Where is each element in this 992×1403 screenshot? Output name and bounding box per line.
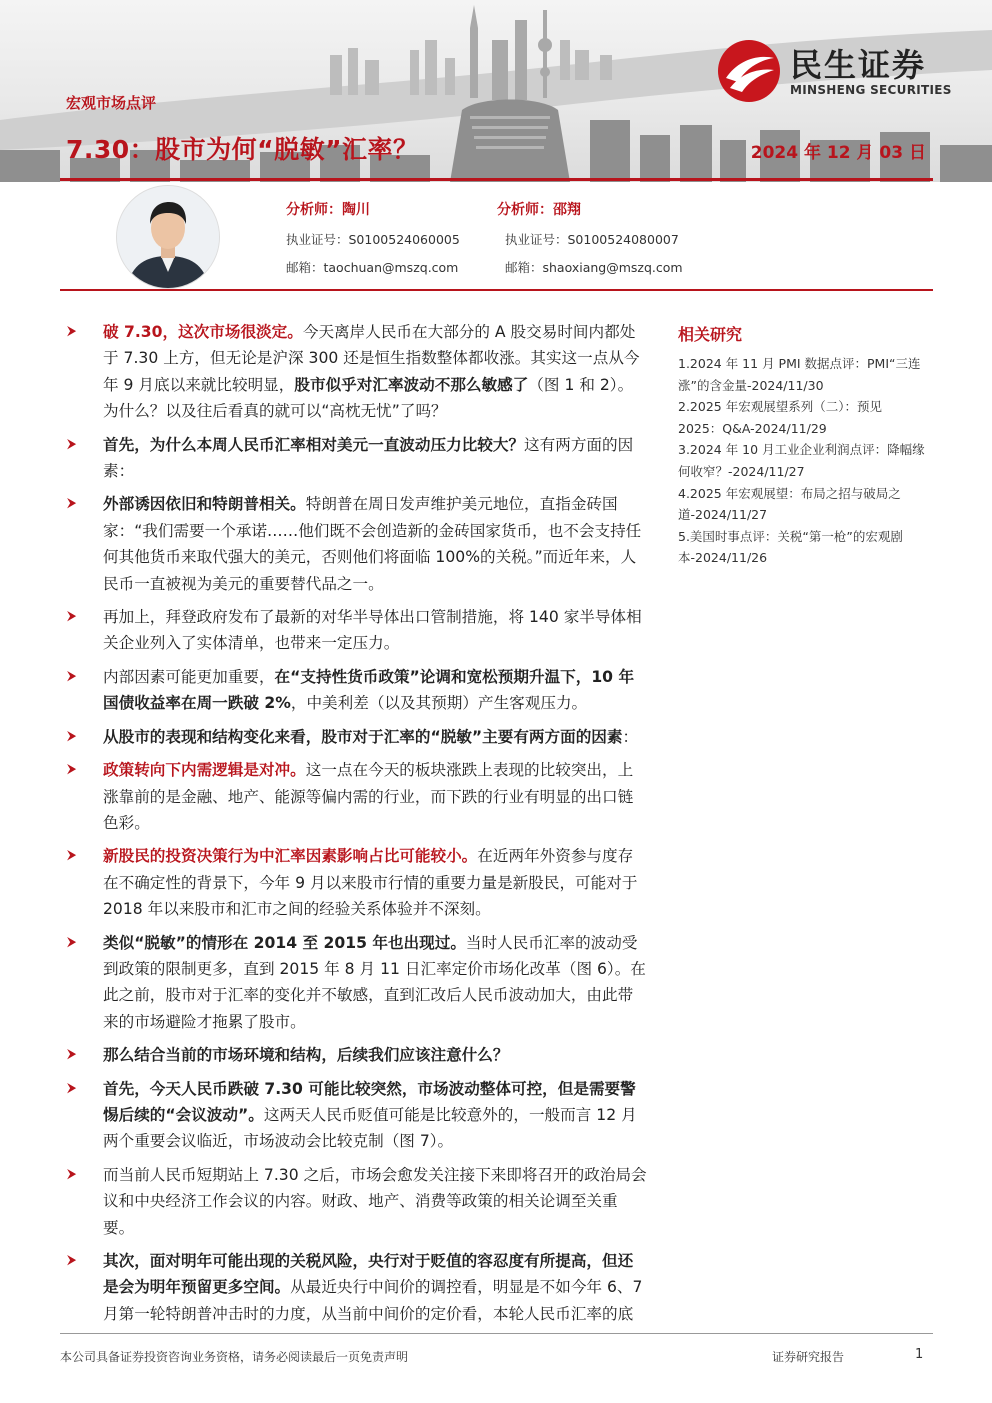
bullet-arrow-icon: ⮞ bbox=[67, 1253, 77, 1268]
analyst-divider bbox=[60, 289, 933, 291]
paragraph-text: 首先，为什么本周人民币汇率相对美元一直波动压力比较大？ bbox=[103, 435, 525, 454]
bullet-arrow-icon: ⮞ bbox=[67, 609, 77, 625]
analyst-portrait-icon bbox=[117, 186, 219, 288]
bullet-arrow-icon: ⮞ bbox=[67, 728, 77, 744]
page-number: 1 bbox=[915, 1347, 924, 1362]
related-research-item[interactable]: 1.2024 年 11 月 PMI 数据点评：PMI“三连涨”的含金量-2024/11/30 bbox=[678, 356, 921, 393]
bullet-arrow-icon: ⮞ bbox=[67, 762, 77, 778]
bullet-arrow-icon: ⮞ bbox=[67, 496, 77, 512]
analyst-card-2 bbox=[497, 199, 683, 286]
body-paragraph bbox=[67, 319, 647, 425]
bullet-arrow-icon: ⮞ bbox=[67, 934, 77, 950]
footer-divider bbox=[60, 1333, 933, 1334]
paragraph-text: 政策转向下内需逻辑是对冲。 bbox=[103, 761, 306, 780]
analyst-cert: 执业证号：S0100524060005 bbox=[286, 232, 460, 247]
body-paragraph bbox=[67, 432, 647, 485]
body-paragraph bbox=[67, 757, 647, 836]
paragraph-text: 这有两方面的因素： bbox=[103, 435, 634, 481]
paragraph-text: 破 7.30，这次市场很淡定。 bbox=[103, 323, 303, 341]
paragraph-text: 特朗普在周日发声维护美元地位，直指金砖国家：“我们需要一个承诺……他们既不会创造新的金砖国家货币，也不会支持任何其他货币来取代强大的美元，否则他们将面临 100%的关税。”而近年来，人民币一直被视为美元的重要替代品之一。 bbox=[103, 495, 642, 593]
bullet-arrow-icon: ⮞ bbox=[67, 436, 77, 452]
bullet-arrow-icon: ⮞ bbox=[67, 1047, 77, 1063]
report-type: 宏观市场点评 bbox=[66, 94, 157, 112]
body-paragraph bbox=[67, 1162, 647, 1241]
related-research-title: 相关研究 bbox=[678, 325, 743, 344]
paragraph-text: 当时人民币汇率的波动受到政策的限制更多，直到 2015 年 8 月 11 日汇率定价市场化改革（图 6）。在此之前，股市对于汇率的变化并不敏感，直到汇改后人民币波动加大，由此带来的市场避险才拖累了股市。 bbox=[103, 933, 646, 1031]
body-paragraph bbox=[67, 1248, 647, 1327]
report-body bbox=[67, 319, 647, 1334]
paragraph-text: 这一点在今天的板块涨跌上表现的比较突出，上涨靠前的是金融、地产、能源等偏内需的行业，而下跌的行业有明显的出口链色彩。 bbox=[103, 761, 634, 832]
body-paragraph bbox=[67, 724, 647, 750]
paragraph-text: 外部诱因依旧和特朗普相关。 bbox=[103, 495, 306, 514]
related-research-sidebar bbox=[678, 322, 928, 569]
analyst-cert: 执业证号：S0100524080007 bbox=[505, 232, 679, 247]
header-banner bbox=[0, 0, 992, 182]
paragraph-text: 而当前人民币短期站上 7.30 之后，市场会愈发关注接下来即将召开的政治局会议和中央经济工作会议的内容。财政、地产、消费等政策的相关论调至关重要。 bbox=[103, 1165, 647, 1237]
footer-doc-type: 证券研究报告 bbox=[772, 1350, 845, 1364]
paragraph-text: 其次，面对明年可能出现的关税风险，央行对于贬值的容忍度有所提高，但还是会为明年预留更多空间。 bbox=[103, 1252, 634, 1297]
analyst-avatar bbox=[116, 185, 220, 289]
report-title: 7.30：股市为何“脱敏”汇率？ bbox=[66, 135, 419, 164]
paragraph-text: 股市似乎对汇率波动不那么敏感了 bbox=[294, 375, 529, 394]
paragraph-text: 今天离岸人民币在大部分的 A 股交易时间内都处于 7.30 上方，但无论是沪深 300 还是恒生指数整体都收涨。其实这一点从今年 9 月底以来就比较明显， bbox=[103, 323, 640, 394]
report-date: 2024 年 12 月 03 日 bbox=[750, 143, 926, 163]
paragraph-text: ，中美利差（以及其预期）产生客观压力。 bbox=[290, 694, 588, 713]
body-paragraph bbox=[67, 930, 647, 1036]
minsheng-logo bbox=[716, 38, 966, 102]
minsheng-emblem-icon bbox=[716, 38, 782, 104]
body-paragraph bbox=[67, 843, 647, 922]
paragraph-text: 在“支持性货币政策”论调和宽松预期升温下，10 年国债收益率在周一跌破 2% bbox=[103, 667, 635, 713]
footer-disclaimer: 本公司具备证券投资咨询业务资格，请务必阅读最后一页免责声明 bbox=[60, 1350, 409, 1364]
paragraph-text: 首先，今天人民币跌破 7.30 可能比较突然，市场波动整体可控，但是需要警惕后续的“会议波动”。 bbox=[103, 1079, 636, 1124]
paragraph-text: 内部因素可能更加重要， bbox=[103, 667, 275, 686]
paragraph-text: 新股民的投资决策行为中汇率因素影响占比可能较小。 bbox=[103, 847, 478, 866]
paragraph-text: （图 1 和 2）。为什么？以及往后看真的就可以“高枕无忧”了吗？ bbox=[103, 375, 634, 421]
body-paragraph bbox=[67, 491, 647, 597]
bullet-arrow-icon: ⮞ bbox=[67, 848, 77, 864]
bullet-arrow-icon: ⮞ bbox=[67, 324, 77, 339]
paragraph-text: ： bbox=[622, 727, 639, 746]
bullet-arrow-icon: ⮞ bbox=[67, 1166, 77, 1182]
analyst-name: 分析师：陶川 bbox=[286, 202, 370, 218]
related-research-item[interactable]: 4.2025 年宏观展望：布局之招与破局之道-2024/11/27 bbox=[678, 485, 901, 523]
paragraph-text: 从最近央行中间价的调控看，明显是不如今年 6、7 月第一轮特朗普冲击时的力度，从当前中间价的定价看，本轮人民币汇率的底 bbox=[103, 1278, 643, 1323]
analyst-name: 分析师：邵翔 bbox=[497, 202, 581, 218]
body-paragraph bbox=[67, 664, 647, 717]
body-paragraph bbox=[67, 1076, 647, 1155]
bullet-arrow-icon: ⮞ bbox=[67, 668, 77, 684]
paragraph-text: 那么结合当前的市场环境和结构，后续我们应该注意什么？ bbox=[103, 1046, 509, 1065]
body-paragraph bbox=[67, 1042, 647, 1068]
paragraph-text: 这两天人民币贬值可能是比较意外的，一般而言 12 月两个重要会议临近，市场波动会比较克制（图 7）。 bbox=[103, 1105, 637, 1151]
paragraph-text: 再加上，拜登政府发布了最新的对华半导体出口管制措施，将 140 家半导体相关企业列入了实体清单，也带来一定压力。 bbox=[103, 608, 642, 653]
analyst-email: 邮箱：shaoxiang@mszq.com bbox=[505, 260, 683, 275]
analyst-email: 邮箱：taochuan@mszq.com bbox=[286, 260, 459, 275]
logo-chinese-name: 民生证券 bbox=[790, 46, 927, 84]
paragraph-text: 类似“脱敏”的情形在 2014 至 2015 年也出现过。 bbox=[103, 933, 466, 952]
bullet-arrow-icon: ⮞ bbox=[67, 1080, 77, 1096]
logo-english-name: MINSHENG SECURITIES bbox=[790, 83, 952, 97]
header-divider bbox=[60, 178, 933, 181]
paragraph-text: 从股市的表现和结构变化来看，股市对于汇率的“脱敏”主要有两方面的因素 bbox=[103, 727, 623, 746]
related-research-item[interactable]: 5.美国时事点评：关税“第一枪”的宏观剧本-2024/11/26 bbox=[678, 528, 903, 566]
analyst-card-1 bbox=[286, 199, 460, 286]
related-research-item[interactable]: 2.2025 年宏观展望系列（二）：预见 2025：Q&A-2024/11/29 bbox=[678, 399, 882, 436]
body-paragraph bbox=[67, 604, 647, 657]
paragraph-text: 在近两年外资参与度存在不确定性的背景下，今年 9 月以来股市行情的重要力量是新股民，可能对于 2018 年以来股市和汇市之间的经验关系体验并不深刻。 bbox=[103, 847, 638, 919]
related-research-item[interactable]: 3.2024 年 10 月工业企业利润点评：降幅缘何收窄？-2024/11/27 bbox=[678, 442, 925, 479]
